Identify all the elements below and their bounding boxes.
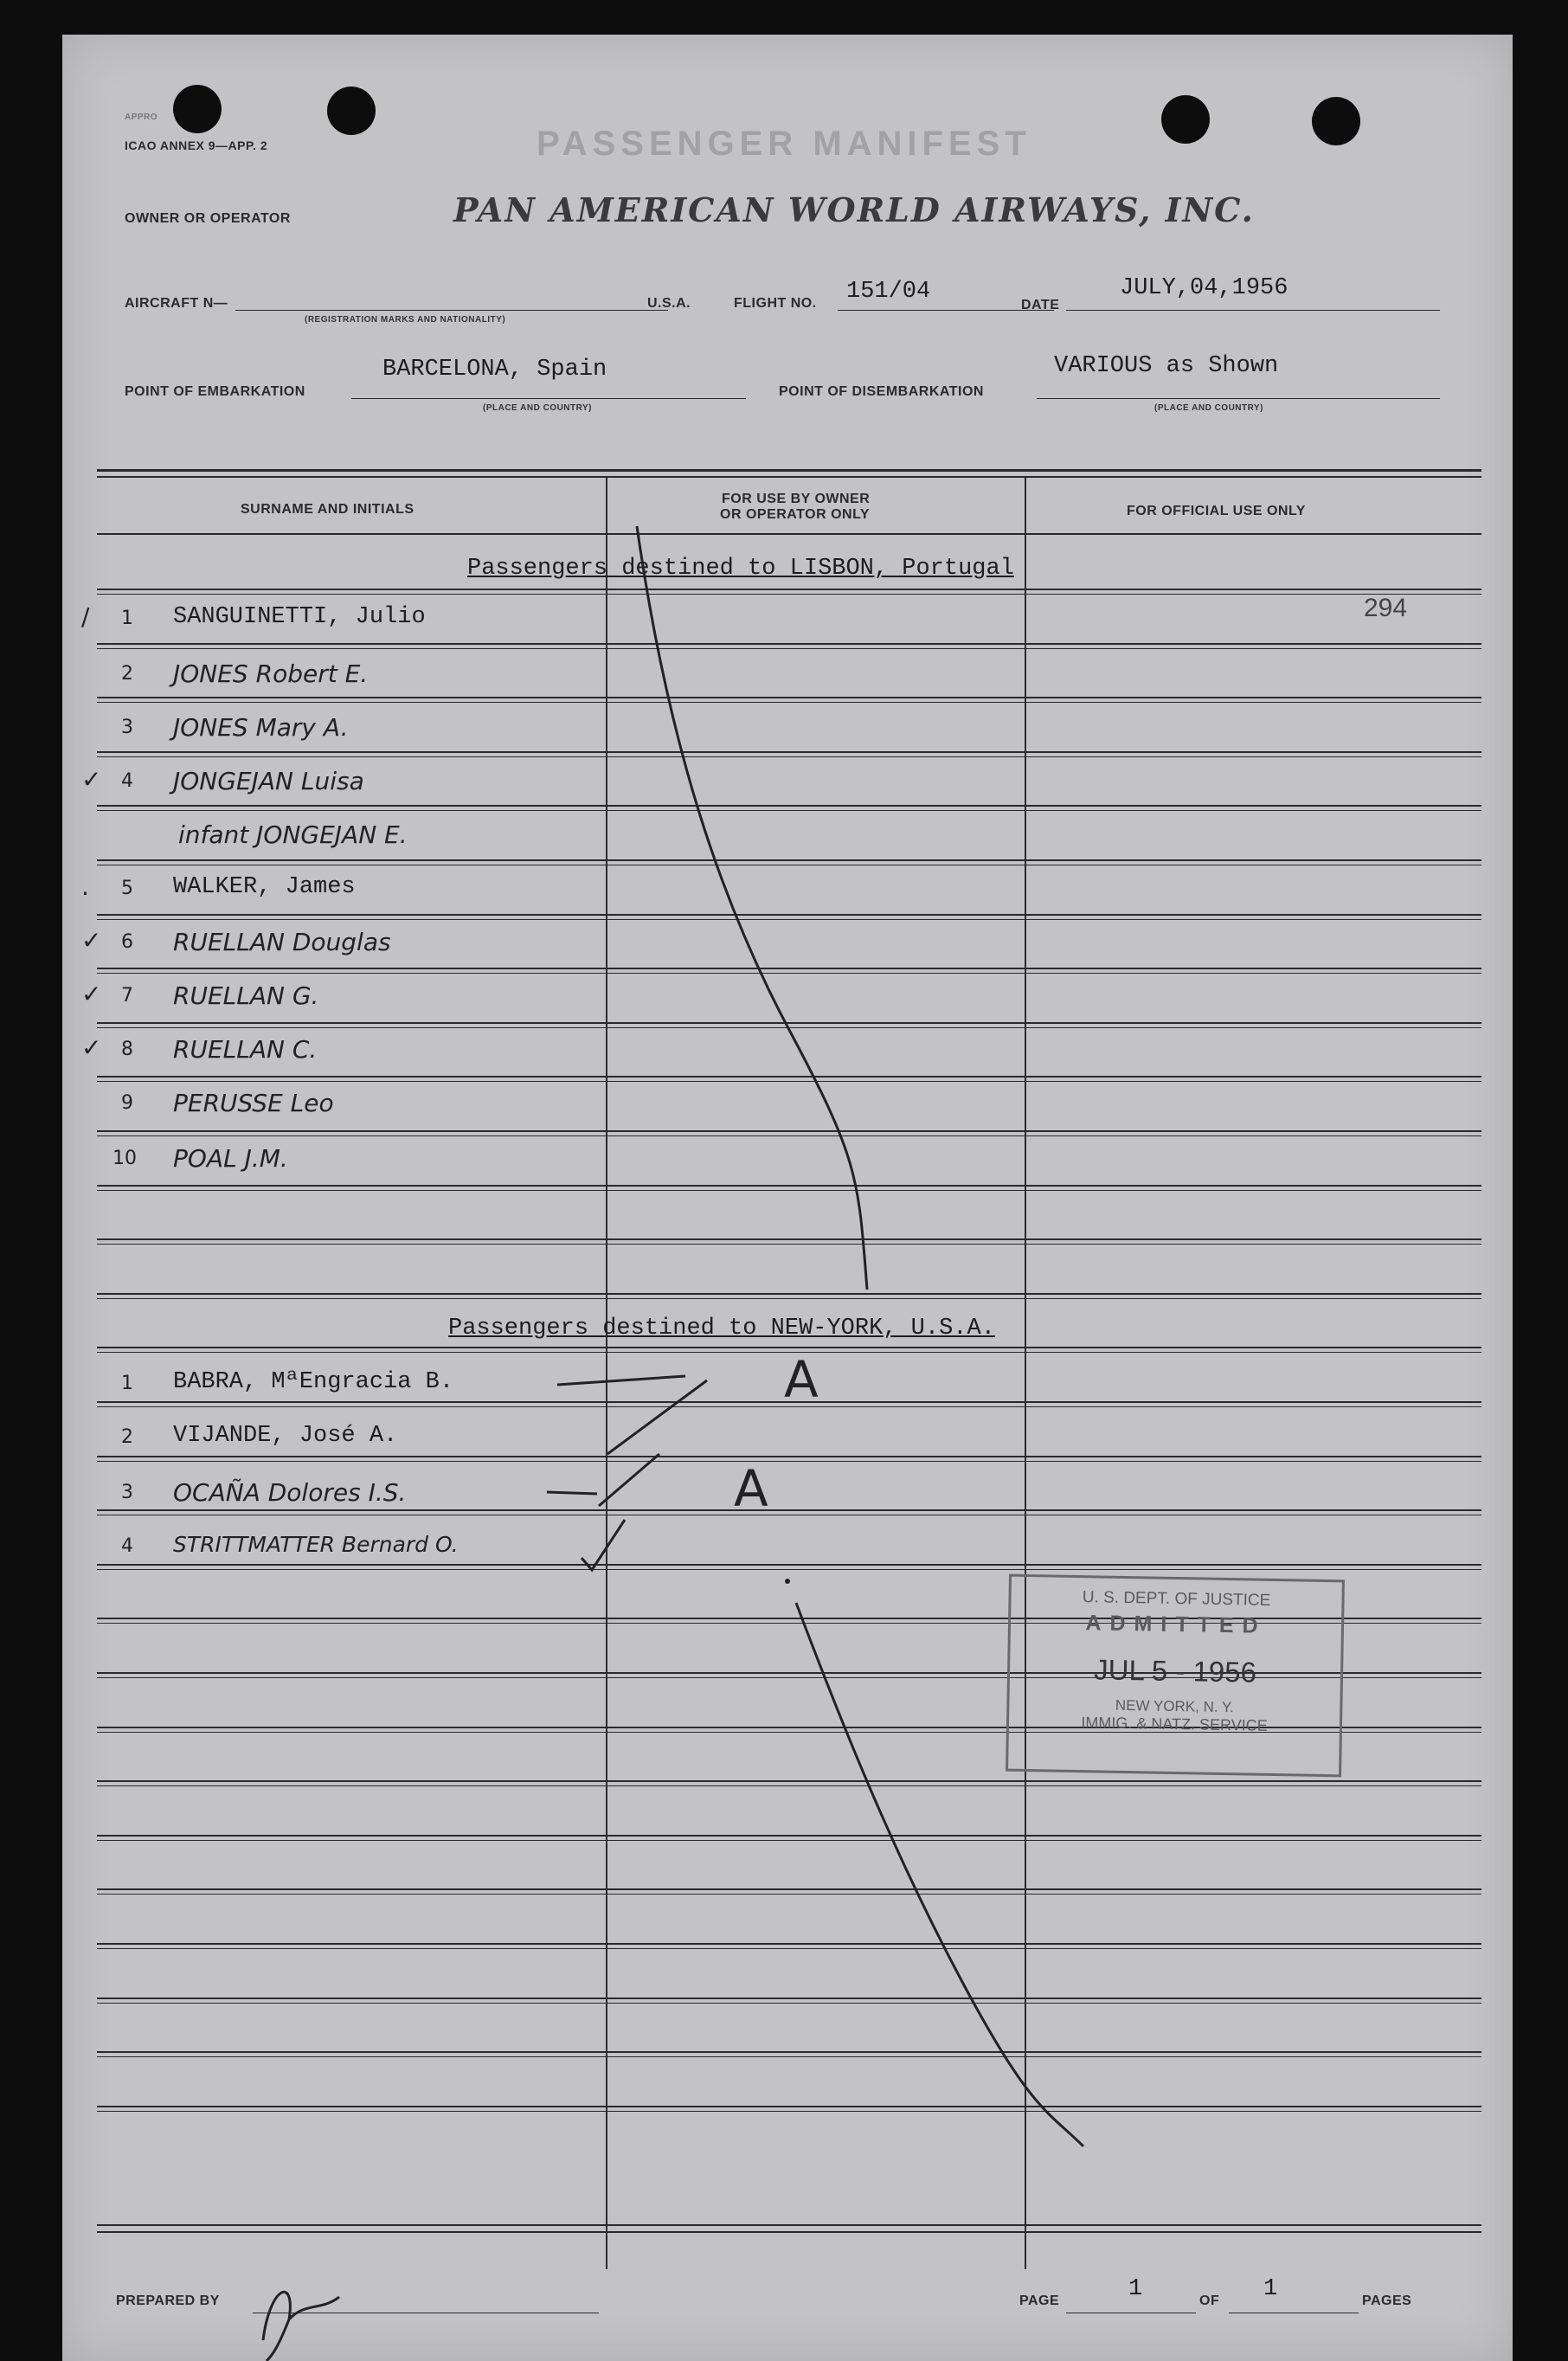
pen-stroke <box>582 1520 625 1570</box>
stamp-line-4: NEW YORK, N. Y. <box>1115 1696 1235 1716</box>
registration-caption: (REGISTRATION MARKS AND NATIONALITY) <box>305 315 506 325</box>
check-mark: ✓ <box>81 1033 102 1062</box>
ruled-line <box>97 1943 1481 1945</box>
passenger-name: infant JONGEJAN E. <box>178 820 408 849</box>
ruled-line <box>97 1461 1481 1462</box>
stamp-line-3: JUL 5 - 1956 <box>1093 1653 1257 1689</box>
form-title: PASSENGER MANIFEST <box>537 125 1031 163</box>
pen-stroke <box>557 1376 685 1385</box>
ruled-line <box>97 914 1481 916</box>
date-label: DATE <box>1021 298 1060 312</box>
ruled-line <box>97 594 1481 595</box>
passenger-number: 6 <box>121 931 133 953</box>
disembark-caption: (PLACE AND COUNTRY) <box>1154 403 1263 413</box>
ruled-line <box>97 2003 1481 2004</box>
punch-hole <box>173 85 222 133</box>
pen-stroke <box>637 526 867 1290</box>
check-mark: ✓ <box>81 980 102 1008</box>
ruled-line <box>97 697 1481 698</box>
disembark-label: POINT OF DISEMBARKATION <box>779 384 984 399</box>
aircraft-label: AIRCRAFT N— <box>125 296 228 311</box>
ruled-line <box>97 589 1481 590</box>
ruled-line <box>97 2051 1481 2053</box>
ruled-line <box>97 810 1481 811</box>
passenger-number: 8 <box>121 1039 133 1060</box>
stamp-line-2: ADMITTED <box>1085 1611 1267 1638</box>
embark-caption: (PLACE AND COUNTRY) <box>483 403 592 413</box>
embark-value: BARCELONA, Spain <box>382 357 607 383</box>
ruled-line <box>97 2106 1481 2107</box>
manifest-sheet <box>62 35 1513 2361</box>
passenger-number: 2 <box>121 663 133 685</box>
disembark-value: VARIOUS as Shown <box>1054 353 1279 379</box>
pages-label: PAGES <box>1362 2293 1412 2308</box>
ruled-line <box>97 805 1481 807</box>
ruled-line <box>97 702 1481 703</box>
ruled-line <box>97 1835 1481 1837</box>
column-owner-use-2: OR OPERATOR ONLY <box>720 507 871 522</box>
admitted-stamp <box>1006 1574 1345 1778</box>
ruled-line <box>97 919 1481 920</box>
column-owner-use-1: FOR USE BY OWNER <box>722 492 871 506</box>
page-label: PAGE <box>1019 2293 1060 2308</box>
pages-total: 1 <box>1263 2276 1278 2302</box>
flight-label: FLIGHT NO. <box>734 296 817 311</box>
ruled-line <box>97 1081 1481 1082</box>
passenger-name: BABRA, MªEngracia B. <box>173 1369 454 1395</box>
passenger-name: RUELLAN G. <box>173 981 319 1010</box>
signature <box>263 2292 339 2361</box>
pen-stroke <box>607 1380 707 1454</box>
passenger-number: 1 <box>121 1373 133 1394</box>
lisbon-heading: Passengers destined to LISBON, Portugal <box>467 556 1014 582</box>
passenger-number: 9 <box>121 1092 133 1114</box>
ruled-line <box>97 1298 1481 1299</box>
ruled-line <box>97 1347 1481 1348</box>
punch-hole <box>327 87 376 135</box>
passenger-number: 7 <box>121 985 133 1007</box>
ruled-line <box>97 1293 1481 1295</box>
newyork-heading: Passengers destined to NEW-YORK, U.S.A. <box>448 1316 995 1341</box>
embark-label: POINT OF EMBARKATION <box>125 384 305 399</box>
date-value: JULY,04,1956 <box>1120 275 1288 301</box>
ruled-line <box>97 1244 1481 1245</box>
usa-label: U.S.A. <box>647 296 691 311</box>
passenger-name: RUELLAN Douglas <box>173 928 391 956</box>
passenger-name: JONES Robert E. <box>173 659 369 688</box>
passenger-number: 4 <box>121 770 133 792</box>
passenger-number: 2 <box>121 1426 133 1448</box>
ruled-line <box>97 1998 1481 1999</box>
official-note: 294 <box>1364 594 1408 622</box>
ruled-line <box>97 1888 1481 1890</box>
prepared-by-label: PREPARED BY <box>116 2293 220 2308</box>
passenger-number: 10 <box>112 1148 137 1169</box>
ruled-line <box>97 643 1481 645</box>
passenger-name: OCAÑA Dolores I.S. <box>173 1478 407 1507</box>
ruled-line <box>97 1785 1481 1786</box>
approval-note: APPRO <box>125 113 158 122</box>
ruled-line <box>97 973 1481 974</box>
owner-value: PAN AMERICAN WORLD AIRWAYS, INC. <box>453 190 1255 229</box>
ruled-line <box>97 1509 1481 1511</box>
ruled-line <box>97 2056 1481 2057</box>
passenger-name: STRITTMATTER Bernard O. <box>173 1532 459 1557</box>
punch-hole <box>1161 95 1210 144</box>
ruled-line <box>97 1135 1481 1136</box>
ruled-line <box>97 1238 1481 1240</box>
ruled-line <box>97 751 1481 753</box>
passenger-number: 5 <box>121 878 133 899</box>
column-official: FOR OFFICIAL USE ONLY <box>1127 504 1306 518</box>
pen-stroke <box>599 1454 659 1506</box>
stamp-line-5: IMMIG. & NATZ. SERVICE <box>1081 1714 1268 1734</box>
ruled-line <box>97 1948 1481 1949</box>
check-mark: / <box>81 602 90 631</box>
ruled-line <box>97 648 1481 649</box>
pen-dot <box>785 1579 790 1584</box>
ruled-line <box>97 1027 1481 1028</box>
passenger-name: RUELLAN C. <box>173 1035 318 1064</box>
passenger-number: 3 <box>121 717 133 738</box>
ruled-line <box>97 859 1481 861</box>
ruled-line <box>97 1130 1481 1132</box>
of-label: OF <box>1199 2293 1220 2308</box>
passenger-name: POAL J.M. <box>173 1144 288 1173</box>
passenger-name: JONGEJAN Luisa <box>173 767 364 795</box>
ruled-line <box>97 1780 1481 1782</box>
passenger-number: 3 <box>121 1482 133 1503</box>
passenger-name: PERUSSE Leo <box>173 1089 334 1117</box>
ruled-line <box>97 1022 1481 1024</box>
ruled-line <box>97 1564 1481 1566</box>
pen-stroke <box>547 1492 597 1494</box>
passenger-number: 1 <box>121 608 133 629</box>
ruled-line <box>97 1456 1481 1457</box>
ruled-line <box>97 968 1481 969</box>
passenger-name: VIJANDE, José A. <box>173 1423 398 1449</box>
ruled-line <box>97 2111 1481 2112</box>
ruled-line <box>97 1076 1481 1078</box>
column-surname: SURNAME AND INITIALS <box>241 502 414 517</box>
ruled-line <box>97 1190 1481 1191</box>
punch-hole <box>1312 97 1360 145</box>
ruled-line <box>97 756 1481 757</box>
flight-number: 151/04 <box>846 279 931 305</box>
ruled-line <box>97 1894 1481 1895</box>
code-row-3: A <box>734 1459 768 1518</box>
ruled-line <box>97 1185 1481 1187</box>
check-mark: ✓ <box>81 765 102 794</box>
check-mark: ✓ <box>81 926 102 955</box>
passenger-number: 4 <box>121 1535 133 1557</box>
ruled-line <box>97 1569 1481 1570</box>
passenger-name: JONES Mary A. <box>173 713 349 742</box>
passenger-name: WALKER, James <box>173 874 356 900</box>
page-number: 1 <box>1128 2276 1143 2302</box>
annex-code: ICAO ANNEX 9—APP. 2 <box>125 138 268 152</box>
check-mark: . <box>81 872 89 901</box>
passenger-name: SANGUINETTI, Julio <box>173 604 426 630</box>
owner-label: OWNER OR OPERATOR <box>125 211 291 226</box>
ruled-line <box>97 1840 1481 1841</box>
code-row-1: A <box>784 1350 819 1409</box>
stamp-line-1: U. S. DEPT. OF JUSTICE <box>1082 1588 1271 1610</box>
